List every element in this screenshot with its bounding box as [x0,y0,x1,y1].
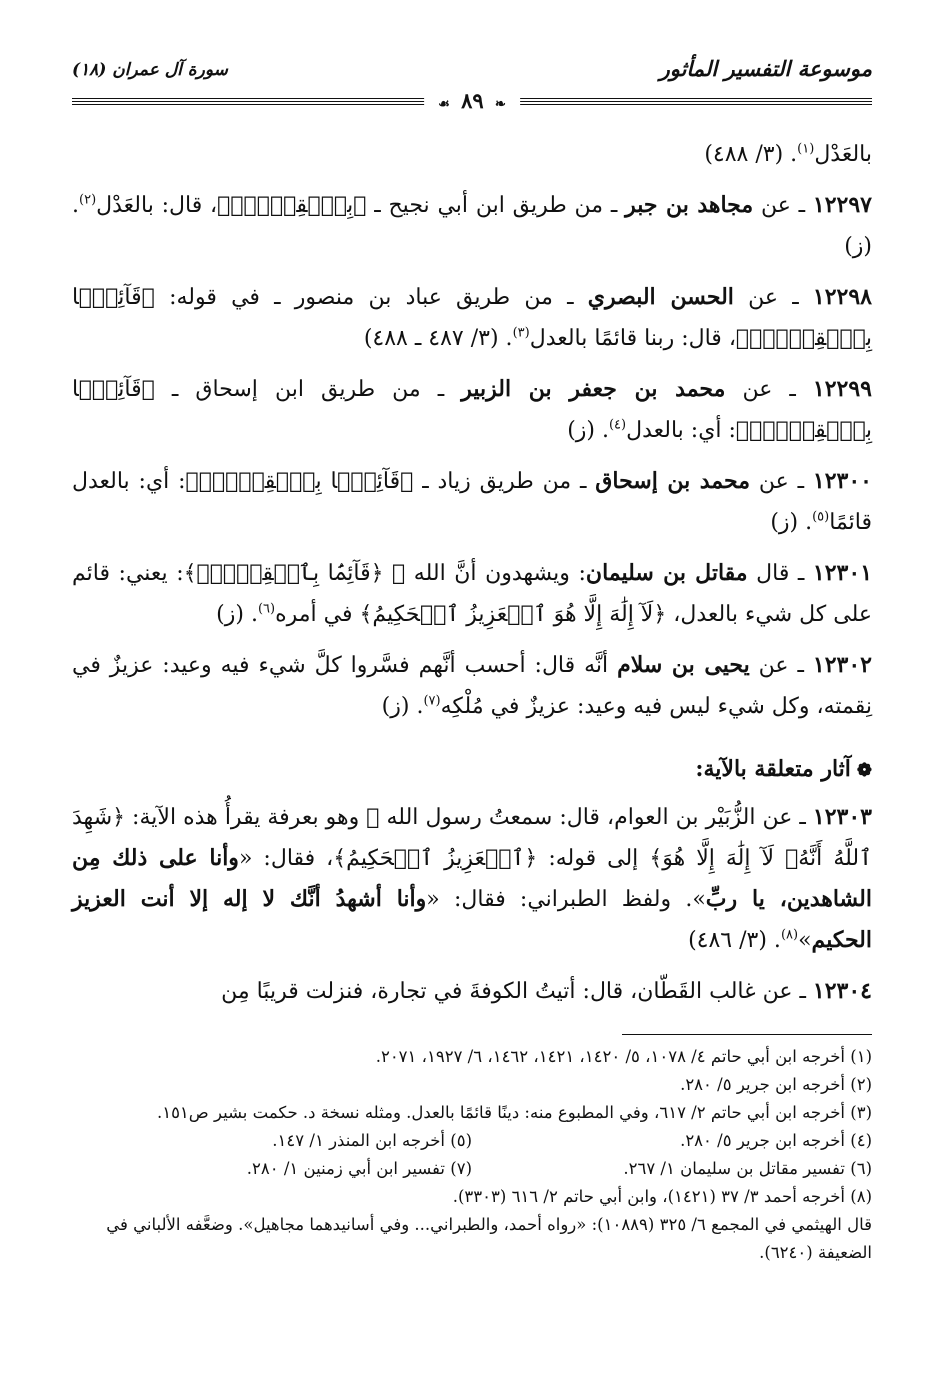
section-title: آثار متعلقة بالآية: [695,756,851,782]
paragraph-text: ـ من طريق ابن إسحاق ـ ﴿قَآئِمَۢا بِٱلۡقِسۡطِۚ﴾: أي: بالعدل [72,377,872,443]
narration-number: ١٢٣٠٢ [812,652,872,678]
source-ref: . (ز) [567,418,609,443]
paragraph [72,645,872,727]
paragraph [72,134,872,175]
footnote: (٤) أخرجه ابن جرير ٥/ ٢٨٠. [680,1131,872,1150]
source-ref: . (٣/ ٤٨٦) [688,928,781,953]
ornament-icon: ❧ [494,97,506,112]
narration-number: ١٢٣٠١ [812,560,873,586]
page [72,52,872,1267]
footnote-ref[interactable]: (٥) [812,509,830,525]
book-title: موسوعة التفسير المأثور [659,56,872,81]
paragraph-text: » [798,928,812,953]
footnote-ref[interactable]: (١) [797,141,815,157]
paragraph-text: ». ولفظ الطبراني: فقال: « [426,887,706,912]
paragraph-text: ـ عن غالب القَطّان، قال: أتيتُ الكوفةَ في تجارة، فنزلت قريبًا مِن [221,979,813,1004]
narrator-name: محمد بن جعفر بن الزبير [461,376,726,402]
paragraph [72,369,872,451]
footnote-row [72,1127,872,1155]
hadith-text: وأنا أشهدُ أنَّك لا إله إلا أنت العزيز الحكيم [72,886,872,953]
paragraph-text: ـ قال [747,561,813,586]
page-number-box [424,88,520,113]
paragraph [72,277,872,359]
footnote: (٧) تفسير ابن أبي زمنين ١/ ٢٨٠. [246,1159,472,1178]
footnote: (٦) تفسير مقاتل بن سليمان ١/ ٢٦٧. [623,1159,872,1178]
footnote-ref[interactable]: (٣) [512,325,530,341]
footnote-ref[interactable]: (٤) [608,417,627,433]
footnote: قال الهيثمي في المجمع ٦/ ٣٢٥ (١٠٨٨٩): «رواه أحمد، والطبراني... وفي أسانيدهما مجاهيل». وضعَّفه الألباني في الضعيفة (٦٢٤٠). [106,1215,872,1262]
footnote-ref[interactable]: (٧) [423,693,441,709]
source-ref: . (ز) [72,193,872,259]
narrator-name: الحسن البصري [587,284,734,310]
paragraph-text: : ويشهدون أنَّ الله ﷻ ﴿قَآئِمَۢا بِٱلۡقِسۡطِۚ﴾: يعني: قائم على كل شيء بالعدل، ﴿لَآ إِلَٰهَ إِلَّا هُوَ ٱلۡعَزِيزُ ٱلۡحَكِيمُ﴾ في أمره [72,561,872,627]
source-ref: . (٣/ ٤٨٧ ـ ٤٨٨) [363,326,513,351]
narration-number: ١٢٣٠٣ [812,804,872,830]
footnote-row [72,1155,872,1183]
paragraph-text: ـ عن [753,193,813,218]
source-ref: . (٣/ ٤٨٨) [704,142,798,167]
hadith-text: وأنا على ذلك مِن الشاهدين، يا ربِّ [72,845,873,912]
narration-number: ١٢٢٩٧ [812,192,872,218]
section-heading [72,749,872,791]
narration-number: ١٢٢٩٨ [812,284,872,310]
flower-ornament-icon: ❁ [856,760,872,781]
narrator-name: محمد بن إسحاق [595,468,750,494]
paragraph-text: بالعَدْل [814,142,872,167]
narrator-name: يحيى بن سلام [617,652,750,678]
footnote-ref[interactable]: (٢) [79,192,97,208]
paragraph-text: ـ من طريق عباد بن منصور ـ في قوله: ﴿قَآئِمَۢا بِٱلۡقِسۡطِۚ﴾، قال: ربنا قائمًا بالعدل [72,285,872,351]
main-text [72,134,872,1012]
footnotes [72,1043,872,1267]
paragraph [72,185,872,267]
paragraph-text: ـ عن [725,377,813,402]
source-ref: . (ز) [770,510,813,535]
narration-number: ١٢٣٠٠ [812,468,872,494]
footnote: (٥) أخرجه ابن المنذر ١/ ١٤٧. [272,1131,472,1150]
surah-title: سورة آل عمران (١٨) [72,60,228,80]
paragraph [72,971,872,1012]
narration-number: ١٢٢٩٩ [812,376,872,402]
footnote-ref[interactable]: (٨) [780,927,799,943]
paragraph-text: ـ من طريق زياد ـ ﴿قَآئِمَۢا بِٱلۡقِسۡطِۚ﴾: أي: بالعدل قائمًا [72,469,872,535]
footnote: (٨) أخرجه أحمد ٣/ ٣٧ (١٤٢١)، وابن أبي حاتم ٢/ ٦١٦ (٣٣٠٣). [452,1187,872,1206]
paragraph-text: ـ عن [733,285,813,310]
paragraph-text: ـ عن [750,469,813,494]
header-rule [72,88,872,113]
paragraph-text: ـ من طريق ابن أبي نجيح ـ ﴿بِٱلۡقِسۡطِۚ﴾، قال: بالعَدْل [96,193,626,218]
source-ref: . (ز) [381,694,424,719]
ornament-icon: ☙ [438,97,450,112]
paragraph-text: أنَّه قال: أحسب أنَّهم فسَّروا كلَّ شيء فيه وعيد: عزيزٌ في نِقمته، وكل شيء ليس فيه وعيد: عزيزٌ في مُلْكِه [72,653,872,719]
narrator-name: مقاتل بن سليمان [585,560,748,586]
page-number: ٨٩ [461,88,484,113]
paragraph [72,797,872,961]
footnote: (١) أخرجه ابن أبي حاتم ٤/ ١٠٧٨، ٥/ ١٤٢٠، ١٤٢١، ١٤٦٢، ٦/ ١٩٢٧، ٢٠٧١. [375,1047,872,1066]
footnote-ref[interactable]: (٦) [257,601,276,617]
paragraph-text: ـ عن [749,653,813,678]
page-header [72,52,872,113]
footnote: (٢) أخرجه ابن جرير ٥/ ٢٨٠. [680,1075,872,1094]
source-ref: . (ز) [216,602,258,627]
paragraph [72,461,872,543]
footnote-divider [622,1034,872,1035]
narrator-name: مجاهد بن جبر [625,192,754,218]
narration-number: ١٢٣٠٤ [812,978,872,1004]
footnote: (٣) أخرجه ابن أبي حاتم ٢/ ٦١٧، وفي المطبوع منه: دينًا قائمًا بالعدل. ومثله نسخة د. حكمت بشير ص١٥١. [156,1103,872,1122]
paragraph-text: ـ عن الزُّبَيْر بن العوام، قال: سمعتُ رسول الله ﷺ وهو بعرفة يقرأُ هذه الآية: ﴿شَهِدَ ٱللَّهُ أَنَّهُۥ لَآ إِلَٰهَ إِلَّا هُوَ﴾ إلى قوله: ﴿ٱلۡعَزِيزُ ٱلۡحَكِيمُ﴾، فقال: « [72,805,872,871]
paragraph [72,553,872,635]
